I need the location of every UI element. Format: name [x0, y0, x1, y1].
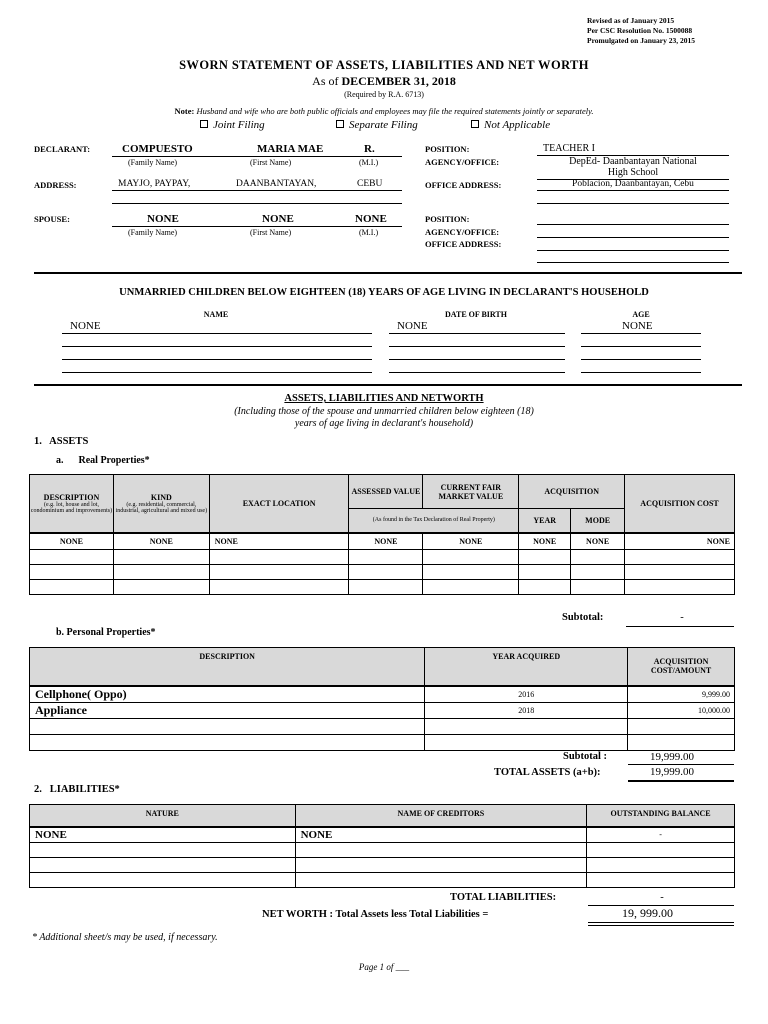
separate-filing-label: Separate Filing: [349, 119, 418, 131]
real-subtotal-value[interactable]: -: [680, 612, 684, 623]
first-name-caption: (First Name): [250, 158, 292, 167]
spouse-agency-label: AGENCY/OFFICE:: [425, 227, 500, 237]
total-liabilities-value[interactable]: -: [660, 892, 664, 903]
address-part[interactable]: CEBU: [357, 179, 383, 189]
real-properties-heading: a. Real Properties*: [56, 455, 150, 466]
as-of-prefix: As of: [312, 74, 339, 88]
first-name-caption: (First Name): [250, 228, 292, 237]
real-col-location: EXACT LOCATION: [209, 475, 349, 533]
address-part[interactable]: MAYJO, PAYPAY,: [118, 179, 191, 189]
personal-properties-heading: b. Personal Properties*: [56, 627, 156, 638]
spouse-position-label: POSITION:: [425, 214, 470, 224]
table-row: [30, 827, 735, 843]
liab-balance[interactable]: -: [587, 827, 735, 843]
real-col-market-note: (As found in the Tax Declaration of Real Property): [349, 509, 519, 533]
liab-nature[interactable]: NONE: [30, 827, 296, 843]
alnw-subtitle: years of age living in declarant's household): [294, 418, 474, 429]
spouse-office-address-label: OFFICE ADDRESS:: [425, 239, 502, 249]
declarant-family-name[interactable]: COMPUESTO: [122, 143, 193, 155]
table-row: [30, 550, 735, 565]
form-title: SWORN STATEMENT OF ASSETS, LIABILITIES AND NET WORTH: [179, 58, 589, 72]
note-label: Note: [174, 106, 192, 116]
not-applicable-label: Not Applicable: [484, 119, 551, 131]
position-value[interactable]: TEACHER I: [543, 143, 595, 154]
joint-filing-option[interactable]: [200, 119, 265, 131]
real-cell[interactable]: NONE: [209, 533, 349, 550]
personal-col-cost: ACQUISITION COST/AMOUNT: [628, 648, 735, 686]
revision-line: Revised as of January 2015: [587, 16, 675, 25]
real-cell[interactable]: NONE: [571, 533, 625, 550]
child-name[interactable]: NONE: [70, 320, 101, 332]
real-cell[interactable]: NONE: [30, 533, 114, 550]
revision-notice: [587, 16, 695, 46]
liabilities-heading: 2. LIABILITIES*: [34, 784, 120, 795]
real-col-year: YEAR: [519, 509, 571, 533]
address-label: ADDRESS:: [34, 180, 77, 190]
revision-line: Per CSC Resolution No. 1500088: [587, 26, 693, 35]
children-title: UNMARRIED CHILDREN BELOW EIGHTEEN (18) YEARS OF AGE LIVING IN DECLARANT'S HOUSEHOLD: [119, 287, 649, 298]
address-part[interactable]: DAANBANTAYAN,: [236, 179, 317, 189]
table-row: [30, 702, 735, 718]
page-number: Page 1 of ___: [358, 962, 410, 972]
position-label: POSITION:: [425, 144, 470, 154]
agency-line: High School: [607, 167, 659, 178]
real-properties-table: [29, 474, 735, 595]
assets-heading: 1. ASSETS: [34, 436, 89, 447]
children-name-header: NAME: [203, 310, 229, 319]
not-applicable-checkbox[interactable]: [471, 120, 479, 128]
required-by: (Required by R.A. 6713): [344, 90, 424, 99]
personal-year[interactable]: 2018: [425, 702, 628, 718]
spouse-family-name[interactable]: NONE: [147, 213, 179, 225]
personal-col-description: DESCRIPTION: [30, 648, 425, 686]
joint-filing-label: Joint Filing: [213, 119, 265, 131]
real-cell[interactable]: NONE: [519, 533, 571, 550]
real-cell[interactable]: NONE: [423, 533, 519, 550]
real-cell[interactable]: NONE: [349, 533, 423, 550]
liab-creditors[interactable]: NONE: [295, 827, 587, 843]
real-col-description: DESCRIPTION (e.g. lot, house and lot, condominium and improvements): [30, 475, 114, 533]
liab-col-creditors: NAME OF CREDITORS: [295, 805, 587, 827]
office-address-value[interactable]: Poblacion, Daanbantayan, Cebu: [572, 179, 694, 189]
separate-filing-option[interactable]: [336, 119, 418, 131]
personal-cost[interactable]: 10,000.00: [628, 702, 735, 718]
table-row: [30, 565, 735, 580]
divider: [34, 384, 742, 386]
as-of-line: [0, 74, 768, 89]
networth-label: NET WORTH : Total Assets less Total Liabilities =: [262, 909, 489, 920]
agency-label: AGENCY/OFFICE:: [425, 157, 500, 167]
networth-value[interactable]: 19, 999.00: [622, 906, 673, 920]
personal-cost[interactable]: 9,999.00: [628, 686, 735, 703]
personal-year[interactable]: 2016: [425, 686, 628, 703]
real-col-assessed: ASSESSED VALUE: [349, 475, 423, 509]
table-row: [30, 718, 735, 734]
table-row: [30, 580, 735, 595]
alnw-subtitle: (Including those of the spouse and unmarried children below eighteen (18): [234, 406, 534, 417]
liab-col-balance: OUTSTANDING BALANCE: [587, 805, 735, 827]
table-row: [30, 873, 735, 888]
real-col-acquisition: ACQUISITION: [519, 475, 625, 509]
real-col-cost: ACQUISITION COST: [625, 475, 735, 533]
mi-caption: (M.I.): [359, 228, 379, 237]
liabilities-table: [29, 804, 735, 888]
child-age[interactable]: NONE: [622, 320, 653, 332]
personal-col-year: YEAR ACQUIRED: [425, 648, 628, 686]
liab-col-nature: NATURE: [30, 805, 296, 827]
table-row: [30, 533, 735, 550]
family-name-caption: (Family Name): [128, 158, 178, 167]
table-row: [30, 686, 735, 703]
real-cell[interactable]: NONE: [625, 533, 735, 550]
revision-line: Promulgated on January 23, 2015: [587, 36, 695, 45]
mi-caption: (M.I.): [359, 158, 379, 167]
additional-sheets-note: * Additional sheet/s may be used, if necessary.: [32, 932, 218, 943]
table-row: [30, 858, 735, 873]
declarant-label: DECLARANT:: [34, 144, 91, 154]
not-applicable-option[interactable]: [471, 119, 550, 131]
real-cell[interactable]: NONE: [113, 533, 209, 550]
networth-underline: [588, 922, 734, 926]
office-address-label: OFFICE ADDRESS:: [425, 180, 502, 190]
real-subtotal-label: Subtotal:: [562, 612, 604, 623]
real-col-market: CURRENT FAIR MARKET VALUE: [423, 475, 519, 509]
spouse-label: SPOUSE:: [34, 214, 70, 224]
separate-filing-checkbox[interactable]: [336, 120, 344, 128]
alnw-title: ASSETS, LIABILITIES AND NETWORTH: [284, 393, 484, 404]
note-text: Husband and wife who are both public officials and employees may file the required statements jointly or separately.: [196, 106, 594, 116]
declarant-first-name[interactable]: MARIA MAE: [257, 143, 324, 155]
children-dob-header: DATE OF BIRTH: [445, 310, 507, 319]
agency-value[interactable]: [537, 156, 729, 178]
family-name-caption: (Family Name): [128, 228, 178, 237]
real-col-mode: MODE: [571, 509, 625, 533]
joint-filing-checkbox[interactable]: [200, 120, 208, 128]
total-assets-label: TOTAL ASSETS (a+b):: [494, 767, 601, 778]
divider: [34, 272, 742, 274]
declarant-mi[interactable]: R.: [364, 143, 375, 155]
personal-subtotal-label: Subtotal :: [563, 751, 608, 762]
personal-description[interactable]: Cellphone( Oppo): [30, 686, 425, 703]
child-dob[interactable]: NONE: [397, 320, 428, 332]
total-liabilities-label: TOTAL LIABILITIES:: [450, 892, 557, 903]
real-col-kind: KIND (e.g. residential, commercial, industrial, agricultural and mixed use): [113, 475, 209, 533]
spouse-first-name[interactable]: NONE: [262, 213, 294, 225]
note-line: Note: Husband and wife who are both public officials and employees may file the required statements jointly or separately.: [174, 106, 594, 116]
table-row: [30, 843, 735, 858]
personal-properties-table: [29, 647, 735, 751]
as-of-date: DECEMBER 31, 2018: [341, 74, 456, 88]
personal-description[interactable]: Appliance: [30, 702, 425, 718]
personal-subtotal-value[interactable]: 19,999.00: [650, 751, 694, 763]
table-row: [30, 734, 735, 750]
children-age-header: AGE: [632, 310, 650, 319]
total-assets-value[interactable]: 19,999.00: [650, 766, 694, 778]
spouse-mi[interactable]: NONE: [355, 213, 387, 225]
agency-line: DepEd- Daanbantayan National: [569, 156, 697, 167]
